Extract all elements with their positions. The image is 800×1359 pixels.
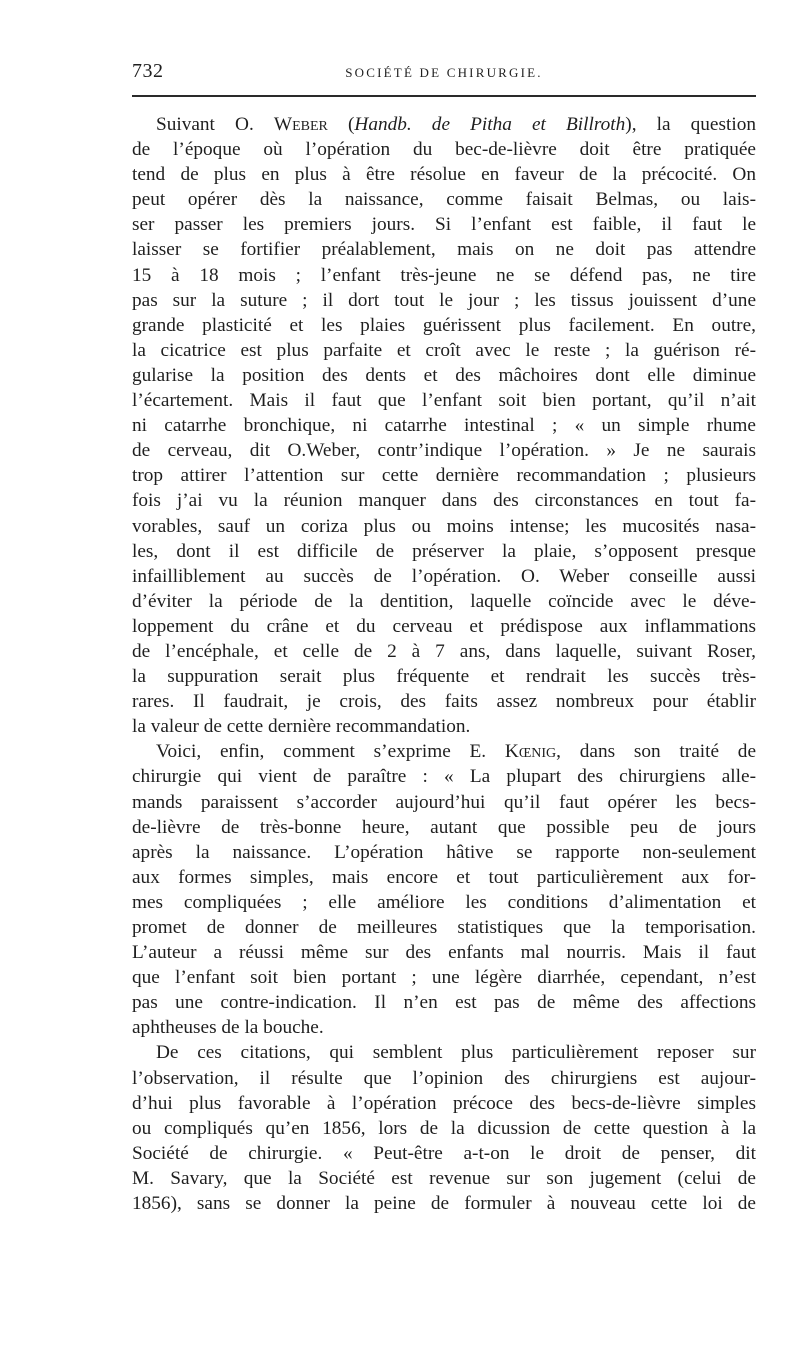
text-line <box>132 865 756 890</box>
text-line <box>132 413 756 438</box>
text-line <box>132 990 756 1015</box>
text-line <box>132 162 756 187</box>
text-run: ), la question <box>625 114 756 135</box>
text-line <box>132 363 756 388</box>
text-run: aphtheuses de la bouche. <box>132 1017 324 1039</box>
text-line <box>132 639 756 664</box>
text-run: de l’encéphale, et celle de 2 à 7 ans, dans laquelle, suivant Roser, <box>132 640 756 662</box>
text-line <box>132 187 756 212</box>
text-run: peut opérer dès la naissance, comme faisait Belmas, ou lais- <box>132 189 756 211</box>
text-line <box>132 1191 756 1216</box>
text-run: Suivant O. <box>156 114 274 135</box>
text-run: , dans son traité de <box>556 741 756 763</box>
text-line <box>132 965 756 990</box>
text-run: de l’époque où l’opération du bec-de-lièvre doit être pratiquée <box>132 139 756 161</box>
text-run: gularise la position des dents et des mâchoires dont elle diminue <box>132 364 756 386</box>
text-run: ( <box>327 114 355 135</box>
text-line <box>132 212 756 237</box>
text-line <box>132 915 756 940</box>
text-run: Weber <box>273 114 328 135</box>
text-line <box>132 614 756 639</box>
text-run: que l’enfant soit bien portant ; une légère diarrhée, cependant, n’est <box>132 967 756 989</box>
text-run: la cicatrice est plus parfaite et croît avec le reste ; la guérison ré- <box>132 339 756 361</box>
text-line <box>132 1015 756 1040</box>
text-line <box>132 237 756 262</box>
text-run: l’écartement. Mais il faut que l’enfant soit bien portant, qu’il n’ait <box>132 390 756 412</box>
text-line <box>132 1141 756 1166</box>
text-line <box>132 338 756 363</box>
text-run: les, dont il est difficile de préserver la plaie, s’opposent presque <box>132 540 756 562</box>
text-run: Handb. de Pitha et Billroth <box>354 114 626 135</box>
text-run: De ces citations, qui semblent plus particulièrement reposer sur <box>156 1042 756 1064</box>
text-line <box>132 714 756 739</box>
text-line <box>132 1166 756 1191</box>
running-title: SOCIÉTÉ DE CHIRURGIE. <box>345 65 543 80</box>
text-line <box>132 890 756 915</box>
text-line <box>132 514 756 539</box>
text-line <box>132 1116 756 1141</box>
text-run: de-lièvre de très-bonne heure, autant que possible peu de jours <box>132 816 756 838</box>
page-number: 732 <box>132 60 164 82</box>
text-run: mes compliquées ; elle améliore les conditions d’alimentation et <box>132 891 756 913</box>
text-run: d’éviter la période de la dentition, laquelle coïncide avec le déve- <box>132 590 756 612</box>
text-run: après la naissance. L’opération hâtive se rapporte non-seulement <box>132 841 756 863</box>
text-run: Société de chirurgie. « Peut-être a-t-on le droit de penser, dit <box>132 1142 756 1164</box>
text-line <box>132 288 756 313</box>
text-run: l’observation, il résulte que l’opinion des chirurgiens est aujour- <box>132 1067 756 1089</box>
text-line <box>132 438 756 463</box>
text-run: rares. Il faudrait, je crois, des faits assez nombreux pour établir <box>132 691 756 713</box>
text-run: infailliblement au succès de l’opération. O. Weber conseille aussi <box>132 565 756 587</box>
text-line <box>132 840 756 865</box>
text-line <box>132 1091 756 1116</box>
text-run: la suppuration serait plus fréquente et rendrait les succès très- <box>132 666 756 688</box>
running-head <box>132 60 756 86</box>
text-run: la valeur de cette dernière recommandation. <box>132 716 471 738</box>
text-line <box>132 689 756 714</box>
text-run: fois j’ai vu la réunion manquer dans des circonstances en tout fa- <box>132 490 756 512</box>
text-line <box>132 539 756 564</box>
text-line <box>132 564 756 589</box>
text-run: aux formes simples, mais encore et tout particulièrement aux for- <box>132 866 756 888</box>
text-line <box>132 739 756 764</box>
text-run: laisser se fortifier préalablement, mais on ne doit pas attendre <box>132 239 756 261</box>
text-run: trop attirer l’attention sur cette dernière recommandation ; plusieurs <box>132 465 756 487</box>
text-line <box>132 1040 756 1065</box>
text-line <box>132 463 756 488</box>
text-run: M. Savary, que la Société est revenue sur son jugement (celui de <box>132 1167 756 1189</box>
text-line <box>132 263 756 288</box>
text-line <box>132 488 756 513</box>
text-line <box>132 388 756 413</box>
text-run: tend de plus en plus à être résolue en faveur de la précocité. On <box>132 164 756 186</box>
text-line <box>132 589 756 614</box>
text-run: Kœnig <box>504 741 557 763</box>
text-run: pas sur la suture ; il dort tout le jour ; les tissus jouissent d’une <box>132 289 756 311</box>
text-line <box>132 1066 756 1091</box>
text-run: loppement du crâne et du cerveau et prédispose aux inflammations <box>132 615 756 637</box>
text-run: 15 à 18 mois ; l’enfant très-jeune ne se défend pas, ne tire <box>132 264 756 286</box>
text-run: 1856), sans se donner la peine de formuler à nouveau cette loi de <box>132 1193 756 1215</box>
text-run: d’hui plus favorable à l’opération précoce des becs-de-lièvre simples <box>132 1092 756 1114</box>
text-run: L’auteur a réussi même sur des enfants mal nourris. Mais il faut <box>132 942 756 964</box>
text-line <box>132 790 756 815</box>
text-line <box>132 664 756 689</box>
text-line <box>132 764 756 789</box>
text-run: Voici, enfin, comment s’exprime E. <box>156 741 505 763</box>
text-run: grande plasticité et les plaies guérissent plus facilement. En outre, <box>132 314 756 336</box>
text-run: pas une contre-indication. Il n’en est pas de même des affections <box>132 992 756 1014</box>
text-run: ni catarrhe bronchique, ni catarrhe intestinal ; « un simple rhume <box>132 415 756 437</box>
text-run: vorables, sauf un coriza plus ou moins intense; les mucosités nasa- <box>132 515 756 537</box>
text-run: de cerveau, dit O.Weber, contr’indique l’opération. » Je ne saurais <box>132 440 756 462</box>
text-run: ou compliqués qu’en 1856, lors de la dicussion de cette question à la <box>132 1117 756 1139</box>
text-line <box>132 112 756 137</box>
text-run: ser passer les premiers jours. Si l’enfant est faible, il faut le <box>132 214 756 236</box>
text-line <box>132 313 756 338</box>
text-run: promet de donner de meilleures statistiques que la temporisation. <box>132 917 756 938</box>
text-line <box>132 940 756 965</box>
body-text <box>132 112 756 1216</box>
header-rule <box>132 95 756 97</box>
text-line <box>132 137 756 162</box>
text-run: mands paraissent s’accorder aujourd’hui qu’il faut opérer les becs- <box>132 791 756 813</box>
text-run: chirurgie qui vient de paraître : « La plupart des chirurgiens alle- <box>132 766 756 788</box>
text-line <box>132 815 756 840</box>
